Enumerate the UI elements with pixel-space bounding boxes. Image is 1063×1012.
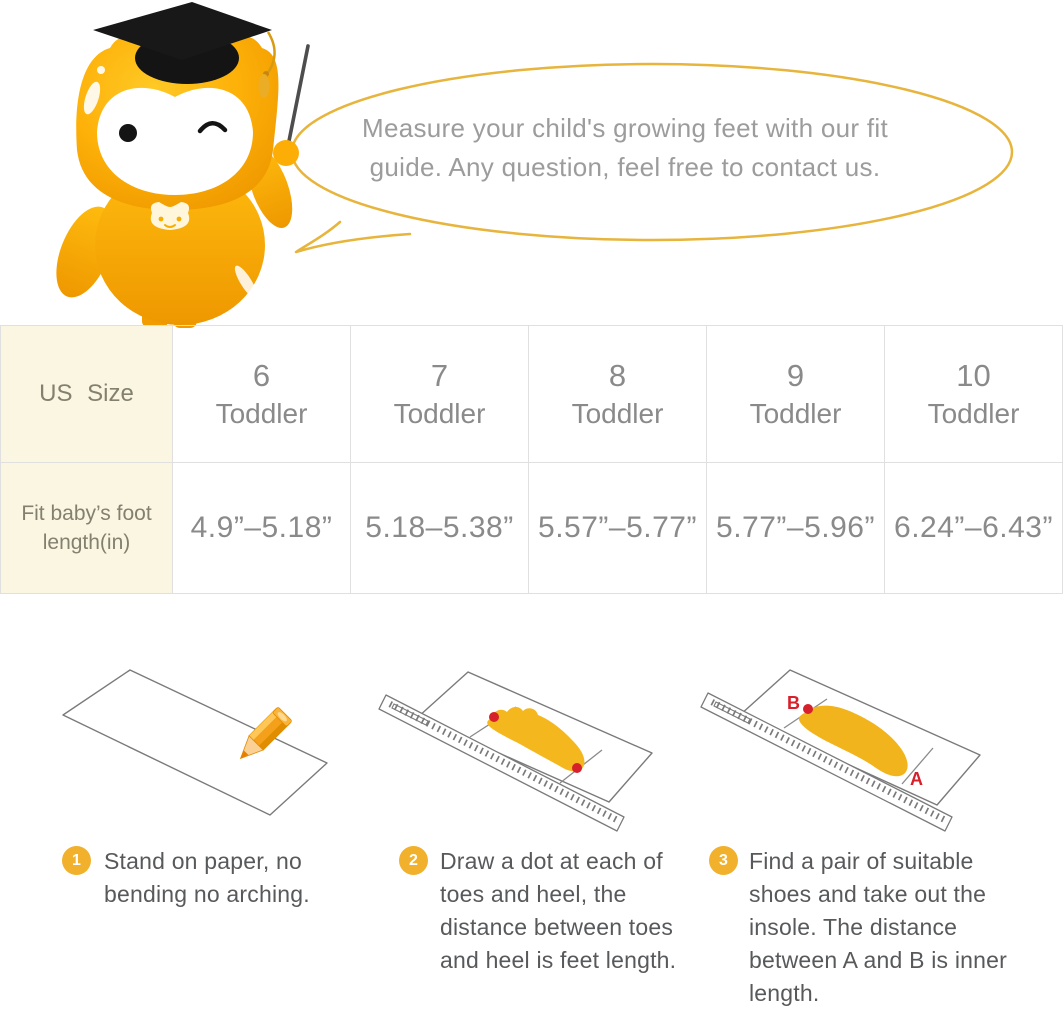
- us-size-header: US Size: [1, 326, 173, 463]
- step3-instruction: Find a pair of suitable shoes and take out the insole. The distance between A and B is inner length.: [749, 848, 1007, 1006]
- size-chart-table: [0, 325, 1063, 594]
- heel-dot: [572, 763, 582, 773]
- size-cell: 8 Toddler: [529, 326, 707, 463]
- step2-number-badge: 2: [399, 846, 428, 875]
- step2-instruction: Draw a dot at each of toes and heel, the distance between toes and heel is feet length.: [440, 848, 677, 973]
- point-b-label: B: [787, 693, 800, 713]
- point-b-dot: [803, 704, 813, 714]
- range-cell: 5.57”–5.77”: [529, 463, 707, 594]
- pointer-stick-icon: [286, 46, 308, 156]
- size-cell: 7 Toddler: [351, 326, 529, 463]
- table-row-foot-length: [1, 463, 1063, 594]
- size-cell: 6 Toddler: [173, 326, 351, 463]
- step1-number-badge: 1: [62, 846, 91, 875]
- step3-number-badge: 3: [709, 846, 738, 875]
- point-a-label: A: [910, 769, 923, 789]
- range-cell: 5.77”–5.96”: [707, 463, 885, 594]
- toe-dot: [489, 712, 499, 722]
- step3-insole-ruler-illustration: [690, 655, 1020, 835]
- step2-footprint-ruler-illustration: [370, 655, 680, 835]
- range-cell: 6.24”–6.43”: [885, 463, 1063, 594]
- size-cell: 9 Toddler: [707, 326, 885, 463]
- range-cell: 5.18–5.38”: [351, 463, 529, 594]
- range-cell: 4.9”–5.18”: [173, 463, 351, 594]
- foot-length-header: Fit baby’s foot length(in): [1, 463, 173, 594]
- size-cell: 10 Toddler: [885, 326, 1063, 463]
- mascot-owl-illustration: [40, 0, 330, 332]
- step1-paper-pencil-illustration: [40, 655, 350, 835]
- step1-instruction: Stand on paper, no bending no arching.: [104, 848, 310, 907]
- bubble-message: Measure your child's growing feet with our fit guide. Any question, feel free to contact us.: [362, 113, 888, 182]
- table-row-sizes: [1, 326, 1063, 463]
- mascot-eye-left: [119, 124, 137, 142]
